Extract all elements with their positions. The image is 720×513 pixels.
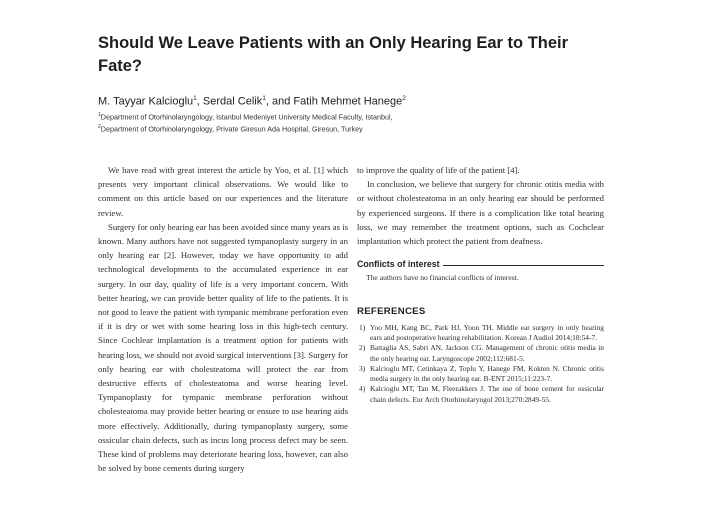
article-title: Should We Leave Patients with an Only Hearing Ear to Their Fate? [98,34,569,75]
reference-item [357,364,604,385]
reference-item [357,323,604,344]
references-heading: REFERENCES [357,306,426,318]
affiliations [98,110,578,135]
affiliation-line [98,110,578,122]
affiliation-text: Department of Otorhinolaryngology, Istanbul Medeniyet University Medical Faculty, Istanbul, [100,112,393,122]
reference-item [357,343,604,364]
conflicts-heading-row [357,257,604,271]
body-paragraph: Surgery for only hearing ear has been avoided since many years as is known. Many authors have not suggested tympanoplasty surgery in an only hearing ear [2]. However, today we have opportunity to add technological developments to the accumulated experience in ear surgery. In our day, quality of life is a very important concern. With better hearing, we can provide better quality of life to the patients. It is not good to leave the patient with tympanic membrane perforation even if it is dry or wet with some hearing loss in this high-tech century. Since Cochlear implantation is a treatment option for patients with hearing loss, we should not avoid surgical interventions [3]. Surgery for only hearing ear with cholesteatoma will protect the ear from destructive effects of cholesteatoma and worse hearing level. Tympanoplasty for tympanic membrane perforation without cholesteatoma may provide better hearing or ensure to use hearing aids more effectively. Additionally, during tympanoplasty surgery, some ossicular chain defects, such as incus long process defect may be seen. These kind of problems may deteriorate hearing loss, however, can also be solved by bone cements during surgery [98,221,348,474]
reference-text: Kalcioglu MT, Cetinkaya Z, Toplu Y, Hanege FM, Kokten N. Chronic otitis media surgery in the only hearing ear. B-ENT 2015;11:223-7. [370,363,604,384]
body-paragraph: In conclusion, we believe that surgery for chronic otitis media with or without cholesteatoma in an only hearing ear should be performed by experienced surgeons. If there is a complication like total hearing loss, we may remember the treatment options, such as Cochclear implantation which protect the patient from deafness. [357,179,604,247]
reference-number: 2) [359,343,366,353]
affiliation-mark: 1 [98,112,101,118]
reference-item [357,384,604,405]
affiliation-line [98,122,578,134]
author-affiliation-mark: 1 [193,95,197,102]
author-name: Fatih Mehmet Hanege [293,95,403,108]
affiliation-mark: 2 [98,124,101,131]
conflicts-heading: Conflicts of interest [357,259,440,270]
body-paragraph: to improve the quality of life of the patient [4]. [357,165,520,175]
body-column-right [357,163,604,405]
conflicts-text: The authors have no financial conflicts of interest. [366,273,519,283]
body-column-left [98,163,348,475]
author-affiliation-mark: 1 [262,95,266,102]
author-name: M. Tayyar Kalcioglu [98,95,194,108]
reference-text: Kalcioglu MT, Tan M, Fleerakkers J. The use of bone cement for ossicular chain defects. Eur Arch Otorhinolaryngol 2013;270:2849-55. [370,384,604,404]
heading-rule [443,265,604,266]
reference-number: 4) [359,384,366,394]
reference-list [357,323,604,405]
author-name: Serdal Celik [202,95,263,108]
author-list: M. Tayyar Kalcioglu$^1$, Serdal Celik$^1$, and Fatih Mehmet Hanege$^2$ [98,95,406,108]
affiliation-text: Department of Otorhinolaryngology, Private Giresun Ada Hospital, Giresun, Turkey [100,124,363,134]
reference-number: 1) [359,322,366,332]
author-affiliation-mark: 2 [402,95,406,102]
reference-number: 3) [359,363,366,373]
reference-text: Battaglia AS, Sabri AN, Jackson CG. Management of chronic otitis media in the only hearing ear. Laryngoscope 2002;112:681-5. [370,343,604,363]
body-paragraph: We have read with great interest the article by Yoo, et al. [1] which presents very important clinical observations. We would like to comment on this article based on our experiences and the literature review. [98,165,348,218]
reference-text: Yoo MH, Kang BC, Park HJ, Yoon TH. Middle ear surgery in only hearing ears and postoperative hearing rehabilitation. Korean J Audiol 2014;18:54-7. [370,322,604,342]
